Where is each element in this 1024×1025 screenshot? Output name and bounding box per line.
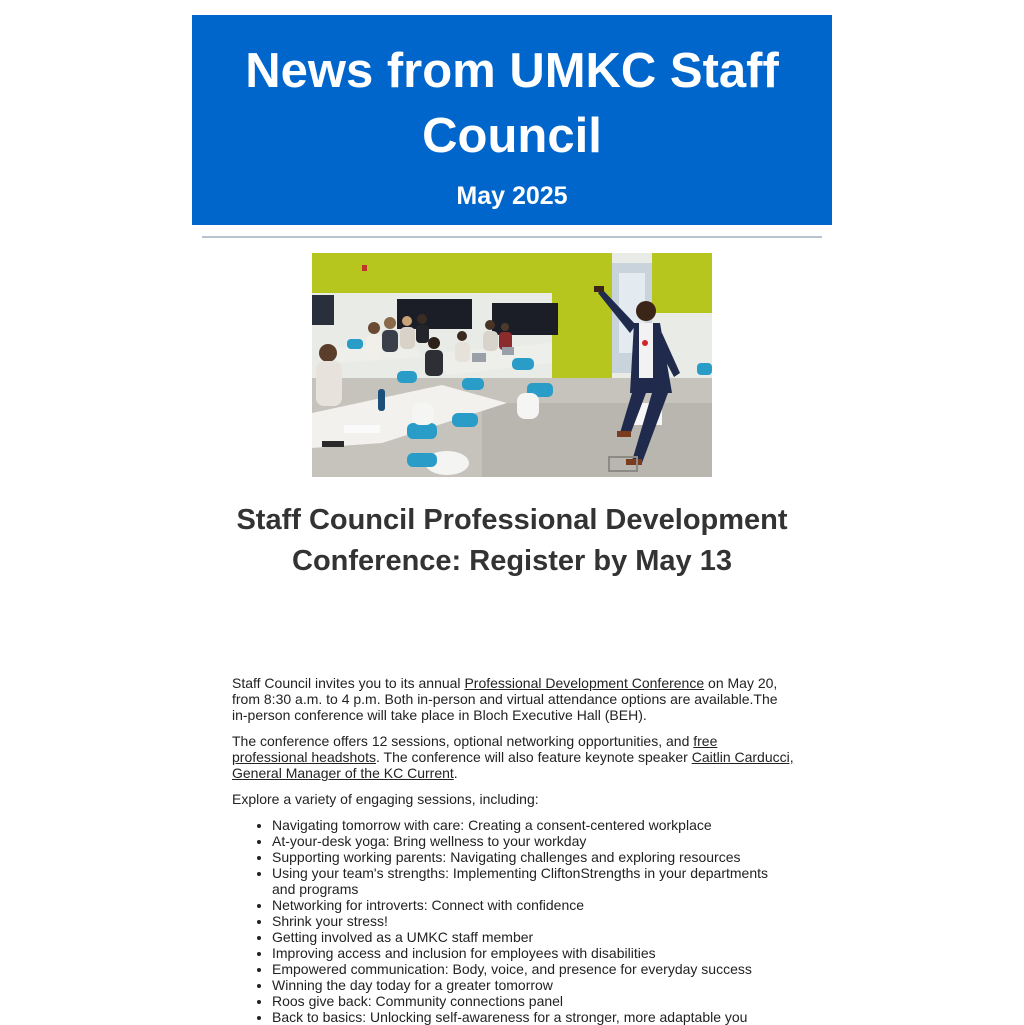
- list-item: • Getting involved as a UMKC staff member: [272, 929, 794, 945]
- conference-link[interactable]: Professional Development Conference: [464, 675, 705, 691]
- list-item: • Winning the day today for a greater tomorrow: [272, 977, 794, 993]
- newsletter-header: [192, 15, 832, 225]
- newsletter-title: News from UMKC Staff Council: [245, 44, 779, 163]
- list-item: • At-your-desk yoga: Bring wellness to your workday: [272, 833, 794, 849]
- article-title: Staff Council Professional Development Conference: Register by May 13: [236, 504, 788, 577]
- list-item: • Improving access and inclusion for employees with disabilities: [272, 945, 794, 961]
- list-item: • Navigating tomorrow with care: Creating a consent-centered workplace: [272, 817, 794, 833]
- details-paragraph: The conference offers 12 sessions, optional networking opportunities, and free professional headshots. The conference will also feature keynote speaker Caitlin Carducci, General Manager of the KC Current.: [232, 733, 794, 781]
- list-item: • Shrink your stress!: [272, 913, 794, 929]
- newsletter-date: May 2025: [456, 182, 568, 210]
- intro-paragraph: Staff Council invites you to its annual Professional Development Conference on May 20, from 8:30 a.m. to 4 p.m. Both in-person and virtual attendance options are available.The in-person conference will take place in Bloch Executive Hall (BEH).: [232, 675, 778, 723]
- sessions-intro: Explore a variety of engaging sessions, including:: [232, 791, 539, 807]
- divider: [202, 236, 822, 238]
- list-item: • Supporting working parents: Navigating challenges and exploring resources: [272, 849, 794, 865]
- keynote-speaker-link[interactable]: Caitlin Carducci, General Manager of the KC Current: [232, 749, 794, 781]
- list-item: • Networking for introverts: Connect with confidence: [272, 897, 794, 913]
- article-body: [232, 675, 794, 1025]
- session-list: [232, 817, 794, 1025]
- list-item: • Back to basics: Unlocking self-awareness for a stronger, more adaptable you: [272, 1009, 794, 1025]
- list-item: • Using your team's strengths: Implementing CliftonStrengths in your departments and programs: [272, 865, 794, 897]
- headshots-link[interactable]: free professional headshots: [232, 733, 718, 765]
- list-item: • Empowered communication: Body, voice, and presence for everyday success: [272, 961, 794, 977]
- conference-photo: [312, 253, 712, 477]
- list-item: • Roos give back: Community connections panel: [272, 993, 794, 1009]
